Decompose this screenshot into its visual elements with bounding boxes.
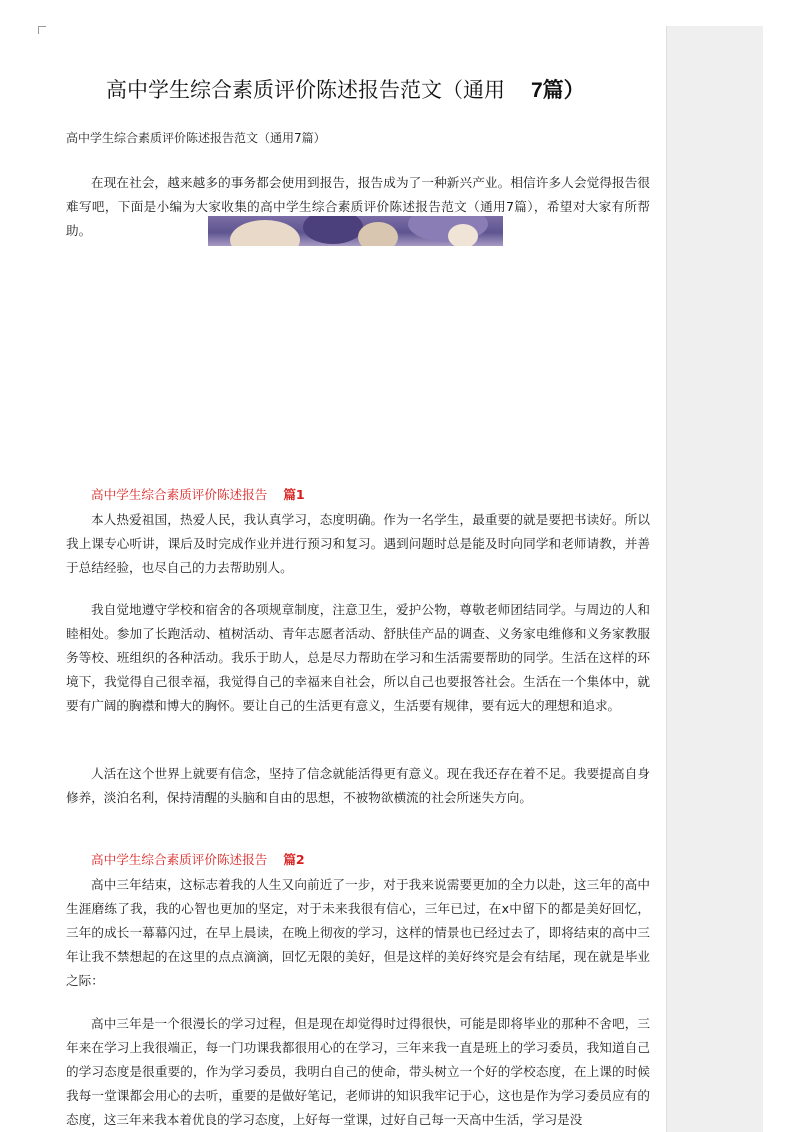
section-1-paragraph-1 bbox=[66, 508, 650, 580]
section-1-heading bbox=[91, 486, 305, 504]
section-2-heading-text: 高中学生综合素质评价陈述报告 bbox=[91, 852, 268, 867]
section-1-heading-number: 篇1 bbox=[283, 487, 305, 502]
title-main: 高中学生综合素质评价陈述报告范文（通用 bbox=[106, 78, 505, 102]
section-1-paragraph-2 bbox=[66, 598, 650, 718]
section-1-paragraph-3-text: 人活在这个世界上就要有信念，坚持了信念就能活得更有意义。现在我还存在着不足。我要提高自身修养，淡泊名利，保持清醒的头脑和自由的思想，不被物欲横流的社会所迷失方向。 bbox=[66, 766, 650, 805]
article-photo bbox=[208, 216, 503, 246]
title-number: 7篇） bbox=[531, 79, 585, 102]
section-1-paragraph-2-text: 我自觉地遵守学校和宿舍的各项规章制度，注意卫生，爱护公物，尊敬老师团结同学。与周边的人和睦相处。参加了长跑活动、植树活动、青年志愿者活动、舒肤佳产品的调查、义务家电维修和义务家教服务等校、班组织的各种活动。我乐于助人，总是尽力帮助在学习和生活需要帮助的同学。生活在这样的环境下，我觉得自己很幸福，我觉得自己的幸福来自社会，所以自己也要报答社会。生活在一个集体中，就要有广阔的胸襟和博大的胸怀。要让自己的生活更有意义，生活要有规律，要有远大的理想和追求。 bbox=[66, 602, 650, 713]
section-2-paragraph-2-text: 高中三年是一个很漫长的学习过程，但是现在却觉得时过得很快，可能是即将毕业的那种不舍吧，三年来在学习上我很端正，每一门功课我都很用心的在学习，三年来我一直是班上的学习委员，我知道自己的学习态度是很重要的，作为学习委员，我明白自己的使命，带头树立一个好的学校态度，在上课的时候我每一堂课都会用心的去听，重要的是做好笔记，老师讲的知识我牢记于心，这也是作为学习委员应有的态度，这三年来我本着优良的学习态度，上好每一堂课，过好自己每一天高中生活，学习是没 bbox=[66, 1016, 650, 1127]
section-2-heading bbox=[91, 851, 305, 869]
section-2-paragraph-1-text: 高中三年结束，这标志着我的人生又向前近了一步，对于我来说需要更加的全力以赴，这三年的高中生涯磨练了我，我的心智也更加的坚定，对于未来我很有信心，三年已过，在x中留下的都是美好回忆，三年的成长一幕幕闪过，在早上晨读，在晚上彻夜的学习，这样的情景也已经过去了，即将结束的高中三年让我不禁想起的在这里的点点滴滴，回忆无限的美好，但是这样的美好终究是会有结尾，现在就是毕业之际： bbox=[66, 877, 650, 988]
intro-text: 在现在社会，越来越多的事务都会使用到报告，报告成为了一种新兴产业。相信许多人会觉得报告很难写吧，下面是小编为大家收集的高中学生综合素质评价陈述报告范文（通用7篇），希望对大家有所帮助。 bbox=[66, 175, 650, 238]
section-2-paragraph-2 bbox=[66, 1012, 650, 1132]
section-1-paragraph-3 bbox=[66, 762, 650, 810]
section-1-paragraph-1-text: 本人热爱祖国，热爱人民，我认真学习，态度明确。作为一名学生，最重要的就是要把书读好。所以我上课专心听讲，课后及时完成作业并进行预习和复习。遇到问题时总是能及时向同学和老师请教，并善于总结经验，也尽自己的力去帮助别人。 bbox=[66, 512, 650, 575]
document-subtitle: 高中学生综合素质评价陈述报告范文（通用7篇） bbox=[66, 131, 326, 145]
document-title bbox=[106, 76, 626, 105]
viewer-side-panel bbox=[666, 26, 763, 1132]
section-1-heading-text: 高中学生综合素质评价陈述报告 bbox=[91, 487, 268, 502]
section-2-heading-number: 篇2 bbox=[283, 852, 305, 867]
section-2-paragraph-1 bbox=[66, 873, 650, 993]
page-corner-mark bbox=[38, 26, 46, 34]
